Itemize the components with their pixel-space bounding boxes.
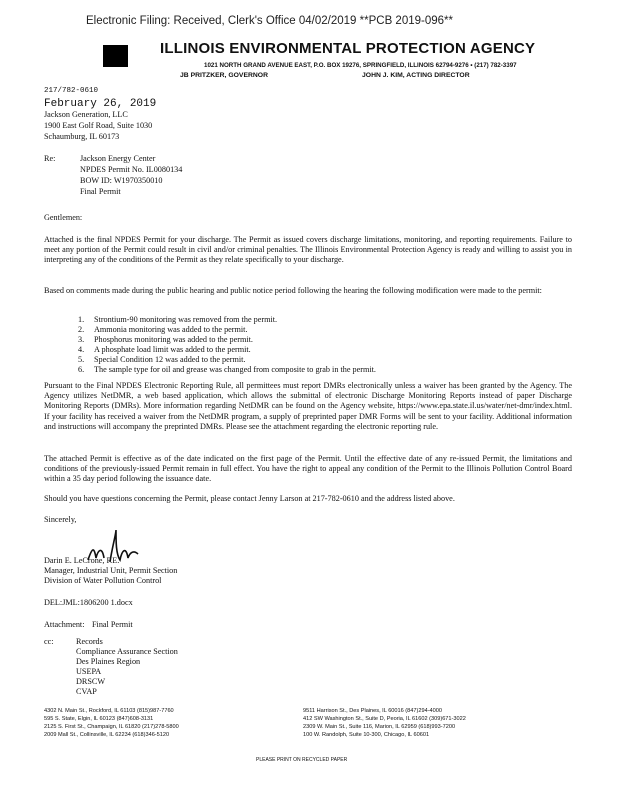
footer-left-address: 2009 Mall St., Collinsville, IL 62234 (618)346-5120 bbox=[44, 732, 170, 738]
cc-item: Compliance Assurance Section bbox=[76, 647, 178, 656]
signer-name: Darin E. LeCrone, P.E. bbox=[44, 556, 120, 565]
cc-item: Records bbox=[76, 637, 103, 646]
footer-right-address: 9511 Harrison St., Des Plaines, IL 60016 (847)294-4000 bbox=[303, 708, 442, 714]
recipient-street: 1900 East Golf Road, Suite 1030 bbox=[44, 121, 153, 130]
cc-item: DRSCW bbox=[76, 677, 106, 686]
re-label: Re: bbox=[44, 154, 56, 163]
footer-left-address: 2125 S. First St., Champaign, IL 61820 (217)278-5800 bbox=[44, 724, 179, 730]
letter-date: February 26, 2019 bbox=[44, 98, 157, 110]
signer-title: Manager, Industrial Unit, Permit Section bbox=[44, 566, 178, 575]
agency-name: ILLINOIS ENVIRONMENTAL PROTECTION AGENCY bbox=[160, 40, 536, 57]
recipient-name: Jackson Generation, LLC bbox=[44, 110, 128, 119]
file-reference: DEL:JML:1806200 1.docx bbox=[44, 598, 133, 607]
paragraph-permit-intro: Attached is the final NPDES Permit for your discharge. The Permit as issued covers discharge limitations, monitoring, and reporting requirements. Failure to meet any portion of the Permit could result in civil and/or criminal penalties. The Illinois Environmental Protection Agency is ready and willing to assist you in interpreting any of the conditions of the Permit as they relate specifically to your discharge. bbox=[44, 235, 572, 265]
filing-stamp: Electronic Filing: Received, Clerk's Office 04/02/2019 **PCB 2019-096** bbox=[86, 15, 453, 27]
agency-address: 1021 NORTH GRAND AVENUE EAST, P.O. BOX 19276, SPRINGFIELD, ILLINOIS 62794-9276 • (217) 782-3397 bbox=[204, 62, 517, 69]
paragraph-modifications-intro: Based on comments made during the public hearing and public notice period following the hearing the following modification were made to the permit: bbox=[44, 286, 542, 295]
governor-line: JB PRITZKER, GOVERNOR bbox=[180, 72, 268, 79]
re-line: NPDES Permit No. IL0080134 bbox=[80, 165, 183, 174]
closing: Sincerely, bbox=[44, 515, 77, 524]
re-line: BOW ID: W1970350010 bbox=[80, 176, 163, 185]
footer-left-address: 595 S. State, Elgin, IL 60123 (847)608-3131 bbox=[44, 716, 154, 722]
re-line: Jackson Energy Center bbox=[80, 154, 156, 163]
phone-reference: 217/782-0610 bbox=[44, 87, 99, 95]
salutation: Gentlemen: bbox=[44, 213, 83, 222]
footer-left-address: 4302 N. Main St., Rockford, IL 61103 (815)987-7760 bbox=[44, 708, 174, 714]
cc-item: USEPA bbox=[76, 667, 102, 676]
re-line: Final Permit bbox=[80, 187, 121, 196]
signer-division: Division of Water Pollution Control bbox=[44, 576, 162, 585]
paragraph-effective-date: The attached Permit is effective as of the date indicated on the first page of the Permit. Until the effective date of any re-issued Permit, the limitations and conditions of the previously-issued Permit remain in full effect. You have the right to appeal any condition of the Permit to the Illinois Pollution Control Board within a 35 day period following the issuance date. bbox=[44, 454, 572, 484]
cc-item: Des Plaines Region bbox=[76, 657, 141, 666]
attachment-value: Final Permit bbox=[92, 620, 133, 629]
recycled-paper-note: PLEASE PRINT ON RECYCLED PAPER bbox=[256, 757, 348, 763]
footer-right-address: 100 W. Randolph, Suite 10-300, Chicago, IL 60601 bbox=[303, 732, 430, 738]
footer-right-address: 412 SW Washington St., Suite D, Peoria, IL 61602 (309)671-3022 bbox=[303, 716, 466, 722]
footer-right-address: 2309 W. Main St., Suite 116, Marion, IL 62959 (618)993-7200 bbox=[303, 724, 456, 730]
cc-label: cc: bbox=[44, 637, 54, 646]
agency-logo-icon bbox=[103, 45, 128, 67]
paragraph-electronic-reporting: Pursuant to the Final NPDES Electronic Reporting Rule, all permittees must report DMRs electronically unless a waiver has been granted by the Agency. The Agency utilizes NetDMR, a web based application, which allows the submittal of electronic Discharge Monitoring Reports instead of paper Discharge Monitoring Reports (DMRs). More information regarding NetDMR can be found on the Agency website, https://www.epa.state.il.us/water/net-dmr/index.html. If your facility has received a waiver from the NetDMR program, a supply of preprinted paper DMR Forms will be sent to your facility. Additional information and instructions will accompany the preprinted DMRs. Please see the attachment regarding the electronic reporting rule. bbox=[44, 381, 572, 431]
director-line: JOHN J. KIM, ACTING DIRECTOR bbox=[362, 72, 470, 79]
recipient-city: Schaumburg, IL 60173 bbox=[44, 132, 120, 141]
cc-item: CVAP bbox=[76, 687, 97, 696]
attachment-label: Attachment: bbox=[44, 620, 85, 629]
paragraph-contact: Should you have questions concerning the Permit, please contact Jenny Larson at 217-782-0610 and the address listed above. bbox=[44, 494, 455, 503]
